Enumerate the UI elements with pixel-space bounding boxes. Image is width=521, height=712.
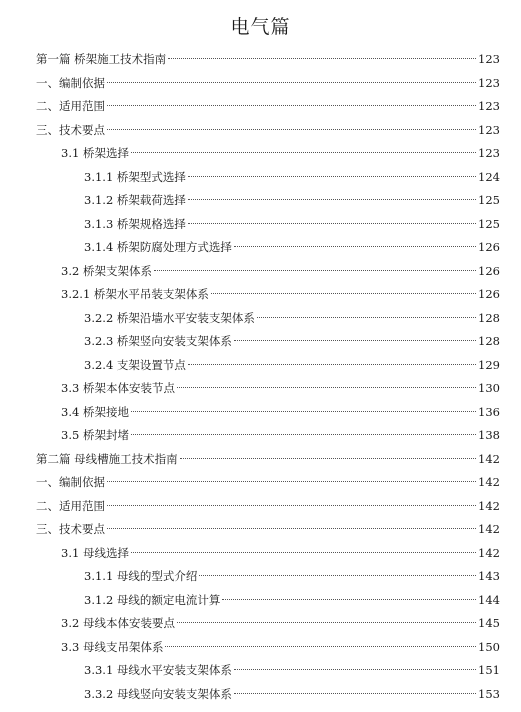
toc-entry-label: 3.1.2 桥架载荷选择: [84, 193, 186, 207]
toc-dot-leader: [131, 552, 476, 553]
toc-page-number: 123: [478, 146, 500, 160]
toc-entry-label: 3.1 母线选择: [61, 545, 129, 560]
toc-page-number: 123: [478, 75, 500, 90]
toc-entry-label: 3.2.3 桥架竖向安装支架体系: [84, 334, 232, 348]
toc-entry-label: 三、技术要点: [36, 522, 105, 536]
toc-page-number: 142: [478, 451, 500, 466]
toc-dot-leader: [211, 293, 476, 294]
toc-dot-leader: [199, 575, 476, 576]
toc-entry-label: 3.1.3 桥架规格选择: [84, 216, 186, 231]
toc-entry[interactable]: [0, 166, 521, 190]
toc-entry[interactable]: [0, 307, 521, 331]
toc-entry[interactable]: [0, 119, 521, 143]
toc-dot-leader: [177, 387, 476, 388]
toc-dot-leader: [234, 693, 476, 694]
toc-entry[interactable]: [0, 236, 521, 260]
toc-entry[interactable]: [0, 565, 521, 589]
toc-page-number: 125: [478, 216, 500, 231]
toc-page-number: 142: [478, 475, 500, 489]
toc-dot-leader: [188, 364, 476, 365]
toc-entry[interactable]: [0, 354, 521, 378]
toc-entry-label: 3.4 桥架接地: [61, 404, 129, 419]
table-of-contents: [0, 48, 521, 706]
toc-page-number: 142: [478, 498, 500, 513]
toc-entry-label: 一、编制依据: [36, 75, 105, 90]
toc-entry[interactable]: [0, 260, 521, 284]
toc-dot-leader: [107, 528, 476, 529]
toc-entry-label: 二、适用范围: [36, 99, 105, 113]
toc-page-number: 145: [478, 616, 500, 630]
toc-entry-label: 3.2.4 支架设置节点: [84, 357, 186, 372]
toc-dot-leader: [257, 317, 476, 318]
toc-page-number: 130: [478, 381, 500, 395]
toc-entry[interactable]: [0, 448, 521, 472]
toc-entry-label: 二、适用范围: [36, 498, 105, 513]
toc-entry-label: 3.2.2 桥架沿墙水平安装支架体系: [84, 310, 255, 325]
toc-entry-label: 3.3 桥架本体安装节点: [61, 381, 175, 395]
toc-entry[interactable]: [0, 518, 521, 542]
toc-dot-leader: [234, 669, 476, 670]
toc-dot-leader: [107, 481, 476, 482]
page-title: 电气篇: [230, 16, 291, 38]
toc-entry[interactable]: [0, 471, 521, 495]
toc-dot-leader: [177, 622, 476, 623]
toc-entry-label: 3.2 桥架支架体系: [61, 263, 152, 278]
toc-page-number: 142: [478, 545, 500, 560]
toc-entry-label: 3.3 母线支吊架体系: [61, 639, 164, 654]
toc-page-number: 128: [478, 310, 500, 325]
toc-entry[interactable]: [0, 542, 521, 566]
toc-entry-label: 3.1.4 桥架防腐处理方式选择: [84, 240, 232, 254]
toc-page-number: 143: [478, 569, 500, 583]
toc-entry[interactable]: [0, 612, 521, 636]
toc-dot-leader: [234, 340, 476, 341]
toc-dot-leader: [107, 129, 476, 130]
toc-entry[interactable]: [0, 189, 521, 213]
toc-dot-leader: [131, 434, 476, 435]
toc-page-number: 123: [478, 52, 500, 66]
toc-entry[interactable]: [0, 330, 521, 354]
toc-page-number: 142: [478, 522, 500, 536]
toc-entry-label: 3.2 母线本体安装要点: [61, 616, 175, 630]
toc-entry[interactable]: [0, 377, 521, 401]
toc-entry[interactable]: [0, 683, 521, 707]
toc-entry[interactable]: [0, 48, 521, 72]
toc-page-number: 136: [478, 404, 500, 419]
toc-dot-leader: [168, 58, 476, 59]
toc-dot-leader: [107, 505, 476, 506]
toc-entry[interactable]: [0, 401, 521, 425]
toc-page-number: 126: [478, 240, 500, 254]
toc-dot-leader: [131, 152, 476, 153]
toc-dot-leader: [131, 411, 476, 412]
toc-page-number: 150: [478, 639, 500, 654]
toc-entry-label: 3.1 桥架选择: [61, 146, 129, 160]
toc-entry[interactable]: [0, 636, 521, 660]
toc-entry[interactable]: [0, 142, 521, 166]
toc-entry-label: 第一篇 桥架施工技术指南: [36, 52, 167, 66]
toc-page-number: 124: [478, 169, 500, 184]
toc-page-number: 125: [478, 193, 500, 207]
toc-entry[interactable]: [0, 213, 521, 237]
toc-entry[interactable]: [0, 659, 521, 683]
toc-entry[interactable]: [0, 72, 521, 96]
toc-dot-leader: [188, 199, 476, 200]
toc-page-number: 129: [478, 357, 500, 372]
toc-page-number: 126: [478, 263, 500, 278]
toc-entry-label: 3.1.1 桥架型式选择: [84, 169, 186, 184]
toc-entry-label: 3.3.1 母线水平安装支架体系: [84, 663, 232, 677]
toc-dot-leader: [222, 599, 476, 600]
toc-page-number: 126: [478, 287, 500, 301]
toc-dot-leader: [154, 270, 476, 271]
toc-entry-label: 3.1.2 母线的额定电流计算: [84, 592, 221, 607]
toc-entry-label: 3.5 桥架封堵: [61, 428, 129, 442]
toc-entry-label: 3.1.1 母线的型式介绍: [84, 569, 198, 583]
toc-entry-label: 3.3.2 母线竖向安装支架体系: [84, 686, 232, 701]
toc-entry-label: 第二篇 母线槽施工技术指南: [36, 451, 178, 466]
toc-entry[interactable]: [0, 95, 521, 119]
toc-dot-leader: [165, 646, 476, 647]
toc-entry-label: 3.2.1 桥架水平吊装支架体系: [61, 287, 209, 301]
toc-entry[interactable]: [0, 589, 521, 613]
toc-dot-leader: [180, 458, 476, 459]
toc-page-number: 151: [478, 663, 500, 677]
toc-dot-leader: [107, 105, 476, 106]
toc-entry-label: 三、技术要点: [36, 122, 105, 137]
toc-page-number: 144: [478, 592, 500, 607]
toc-entry[interactable]: [0, 495, 521, 519]
toc-entry[interactable]: [0, 424, 521, 448]
toc-dot-leader: [188, 176, 476, 177]
toc-entry-label: 一、编制依据: [36, 475, 105, 489]
toc-page-number: 123: [478, 122, 500, 137]
toc-dot-leader: [234, 246, 476, 247]
toc-page-number: 123: [478, 99, 500, 113]
toc-dot-leader: [107, 82, 476, 83]
toc-entry[interactable]: [0, 283, 521, 307]
toc-page-number: 153: [478, 686, 500, 701]
toc-dot-leader: [188, 223, 476, 224]
toc-page-number: 128: [478, 334, 500, 348]
toc-page-number: 138: [478, 428, 500, 442]
